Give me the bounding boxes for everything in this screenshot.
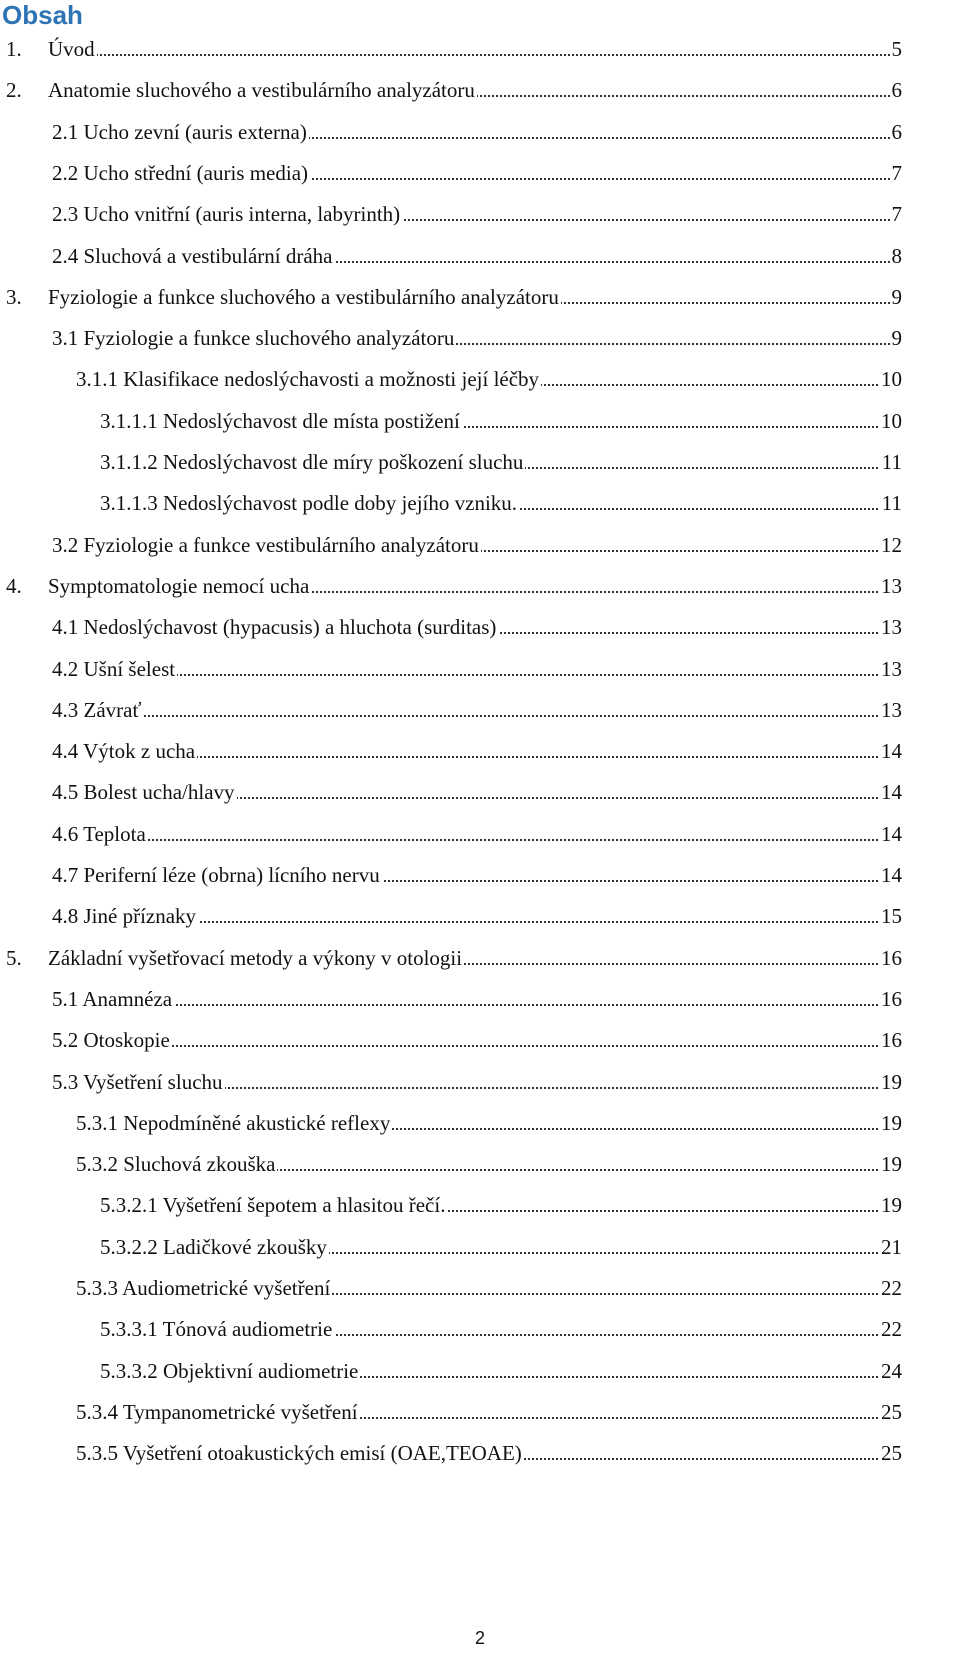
toc-entry[interactable] bbox=[0, 323, 960, 353]
toc-entry-title: 5.3.2.1 Vyšetření šepotem a hlasitou řečí. bbox=[100, 1190, 447, 1220]
toc-entry-page: 6 bbox=[890, 75, 903, 105]
toc-entry-page: 25 bbox=[879, 1397, 902, 1427]
toc-entry-title: Základní vyšetřovací metody a výkony v otologii bbox=[48, 943, 464, 973]
toc-entry-title: 5.3.1 Nepodmíněné akustické reflexy bbox=[76, 1108, 392, 1138]
toc-entry-page: 9 bbox=[890, 282, 903, 312]
toc-entry-page: 14 bbox=[879, 736, 902, 766]
toc-entry-page: 10 bbox=[879, 406, 902, 436]
toc-entry-page: 5 bbox=[890, 34, 903, 64]
toc-entry-page: 14 bbox=[879, 860, 902, 890]
toc-entry-page: 14 bbox=[879, 819, 902, 849]
toc-entry[interactable] bbox=[0, 612, 960, 642]
toc-entry-title: 4.8 Jiné příznaky bbox=[52, 901, 198, 931]
toc-entry[interactable] bbox=[0, 943, 960, 973]
toc-entry[interactable] bbox=[0, 1108, 960, 1138]
toc-entry-page: 11 bbox=[880, 447, 902, 477]
toc-entry-title: 4.5 Bolest ucha/hlavy bbox=[52, 777, 237, 807]
toc-entry-number: 3. bbox=[6, 282, 22, 312]
toc-entry-title: 2.3 Ucho vnitřní (auris interna, labyrinth) bbox=[52, 199, 402, 229]
toc-entry-page: 11 bbox=[880, 488, 902, 518]
toc-entry-page: 6 bbox=[890, 117, 903, 147]
toc-entry[interactable] bbox=[0, 364, 960, 394]
toc-entry-title: 5.3.4 Tympanometrické vyšetření bbox=[76, 1397, 360, 1427]
toc-entry-title: 3.2 Fyziologie a funkce vestibulárního analyzátoru bbox=[52, 530, 481, 560]
toc-entry-page: 7 bbox=[890, 158, 903, 188]
toc-entry-page: 22 bbox=[879, 1314, 902, 1344]
toc-entry-page: 16 bbox=[879, 1025, 902, 1055]
toc-entry-number: 2. bbox=[6, 75, 22, 105]
toc-entry-title: 2.2 Ucho střední (auris media) bbox=[52, 158, 310, 188]
toc-entry[interactable] bbox=[0, 819, 960, 849]
toc-entry[interactable] bbox=[0, 1232, 960, 1262]
toc-entry[interactable] bbox=[0, 34, 960, 64]
toc-entry-title: 3.1.1.1 Nedoslýchavost dle místa postižení bbox=[100, 406, 462, 436]
toc-entry-page: 16 bbox=[879, 943, 902, 973]
toc-entry[interactable] bbox=[0, 1273, 960, 1303]
toc-entry-title: 5.2 Otoskopie bbox=[52, 1025, 172, 1055]
toc-entry[interactable] bbox=[0, 777, 960, 807]
toc-entry-title: 5.3.5 Vyšetření otoakustických emisí (OAE,TEOAE) bbox=[76, 1438, 524, 1468]
toc-entry[interactable] bbox=[0, 1438, 960, 1468]
toc-entry-page: 7 bbox=[890, 199, 903, 229]
toc-entry-page: 24 bbox=[879, 1356, 902, 1386]
toc-entry-title: 5.1 Anamnéza bbox=[52, 984, 174, 1014]
toc-entry[interactable] bbox=[0, 488, 960, 518]
toc-entry[interactable] bbox=[0, 1067, 960, 1097]
page-number: 2 bbox=[474, 1628, 485, 1648]
toc-entry-page: 12 bbox=[879, 530, 902, 560]
toc-entry-page: 22 bbox=[879, 1273, 902, 1303]
toc-entry-title: Anatomie sluchového a vestibulárního analyzátoru bbox=[48, 75, 477, 105]
toc-leader-dots bbox=[52, 712, 898, 717]
toc-entry[interactable] bbox=[0, 736, 960, 766]
toc-entry-page: 15 bbox=[879, 901, 902, 931]
toc-entry[interactable] bbox=[0, 1149, 960, 1179]
toc-leader-dots bbox=[52, 1042, 898, 1047]
toc-entry-title: 5.3.2.2 Ladičkové zkoušky bbox=[100, 1232, 329, 1262]
toc-entry-page: 19 bbox=[879, 1067, 902, 1097]
toc-entry-title: 4.1 Nedoslýchavost (hypacusis) a hluchota (surditas) bbox=[52, 612, 498, 642]
toc-entry[interactable] bbox=[0, 406, 960, 436]
toc-entry-title: 4.2 Ušní šelest bbox=[52, 654, 177, 684]
toc-entry-title: 5.3 Vyšetření sluchu bbox=[52, 1067, 225, 1097]
toc-entry-title: Fyziologie a funkce sluchového a vestibulárního analyzátoru bbox=[48, 282, 561, 312]
toc-entry-title: Úvod bbox=[48, 34, 97, 64]
toc-entry-title: Symptomatologie nemocí ucha bbox=[48, 571, 311, 601]
toc-leader-dots bbox=[52, 671, 898, 676]
toc-entry[interactable] bbox=[0, 75, 960, 105]
toc-entry-page: 13 bbox=[879, 612, 902, 642]
toc-entry-title: 2.4 Sluchová a vestibulární dráha bbox=[52, 241, 335, 271]
toc-entry[interactable] bbox=[0, 117, 960, 147]
toc-entry[interactable] bbox=[0, 1314, 960, 1344]
toc-entry[interactable] bbox=[0, 571, 960, 601]
toc-entry-title: 5.3.3.1 Tónová audiometrie bbox=[100, 1314, 334, 1344]
toc-entry-page: 16 bbox=[879, 984, 902, 1014]
toc-entry[interactable] bbox=[0, 984, 960, 1014]
toc-entry-page: 10 bbox=[879, 364, 902, 394]
toc-entry[interactable] bbox=[0, 447, 960, 477]
toc-entry[interactable] bbox=[0, 530, 960, 560]
toc-entry-title: 4.7 Periferní léze (obrna) lícního nervu bbox=[52, 860, 382, 890]
toc-entry-page: 8 bbox=[890, 241, 903, 271]
toc-entry-page: 25 bbox=[879, 1438, 902, 1468]
toc-entry[interactable] bbox=[0, 1397, 960, 1427]
toc-entry-title: 4.3 Závrať bbox=[52, 695, 143, 725]
toc-entry[interactable] bbox=[0, 282, 960, 312]
toc-entry[interactable] bbox=[0, 860, 960, 890]
toc-entry-page: 19 bbox=[879, 1190, 902, 1220]
toc-entry-title: 3.1.1 Klasifikace nedoslýchavosti a možnosti její léčby bbox=[76, 364, 541, 394]
toc-entry-title: 3.1.1.2 Nedoslýchavost dle míry poškození sluchu bbox=[100, 447, 525, 477]
toc-leader-dots bbox=[52, 1001, 898, 1006]
toc-entry-page: 19 bbox=[879, 1108, 902, 1138]
toc-entry[interactable] bbox=[0, 199, 960, 229]
toc-entry[interactable] bbox=[0, 1025, 960, 1055]
toc-entry-title: 3.1 Fyziologie a funkce sluchového analyzátoru bbox=[52, 323, 456, 353]
toc-entry[interactable] bbox=[0, 1190, 960, 1220]
toc-entry-title: 4.6 Teplota bbox=[52, 819, 148, 849]
toc-entry[interactable] bbox=[0, 901, 960, 931]
toc-entry-title: 3.1.1.3 Nedoslýchavost podle doby jejího vzniku. bbox=[100, 488, 519, 518]
toc-entry-page: 13 bbox=[879, 654, 902, 684]
toc-entry-page: 9 bbox=[890, 323, 903, 353]
toc-entry-title: 2.1 Ucho zevní (auris externa) bbox=[52, 117, 309, 147]
toc-entry[interactable] bbox=[0, 654, 960, 684]
toc-entry-page: 13 bbox=[879, 571, 902, 601]
toc-entry[interactable] bbox=[0, 158, 960, 188]
toc-entry-title: 5.3.3.2 Objektivní audiometrie bbox=[100, 1356, 360, 1386]
toc-entry-title: 5.3.2 Sluchová zkouška bbox=[76, 1149, 277, 1179]
toc-entry-page: 21 bbox=[879, 1232, 902, 1262]
toc-entry-title: 4.4 Výtok z ucha bbox=[52, 736, 197, 766]
toc-heading: Obsah bbox=[2, 0, 83, 30]
toc-entry-page: 19 bbox=[879, 1149, 902, 1179]
toc-entry-number: 4. bbox=[6, 571, 22, 601]
toc-entry[interactable] bbox=[0, 1356, 960, 1386]
toc-leader-dots bbox=[52, 836, 898, 841]
toc-entry-page: 13 bbox=[879, 695, 902, 725]
toc-entry[interactable] bbox=[0, 241, 960, 271]
toc-entry-title: 5.3.3 Audiometrické vyšetření bbox=[76, 1273, 332, 1303]
toc-leader-dots bbox=[48, 51, 898, 56]
toc-entry-number: 1. bbox=[6, 34, 22, 64]
toc-entry-page: 14 bbox=[879, 777, 902, 807]
toc-entry-number: 5. bbox=[6, 943, 22, 973]
toc-entry[interactable] bbox=[0, 695, 960, 725]
